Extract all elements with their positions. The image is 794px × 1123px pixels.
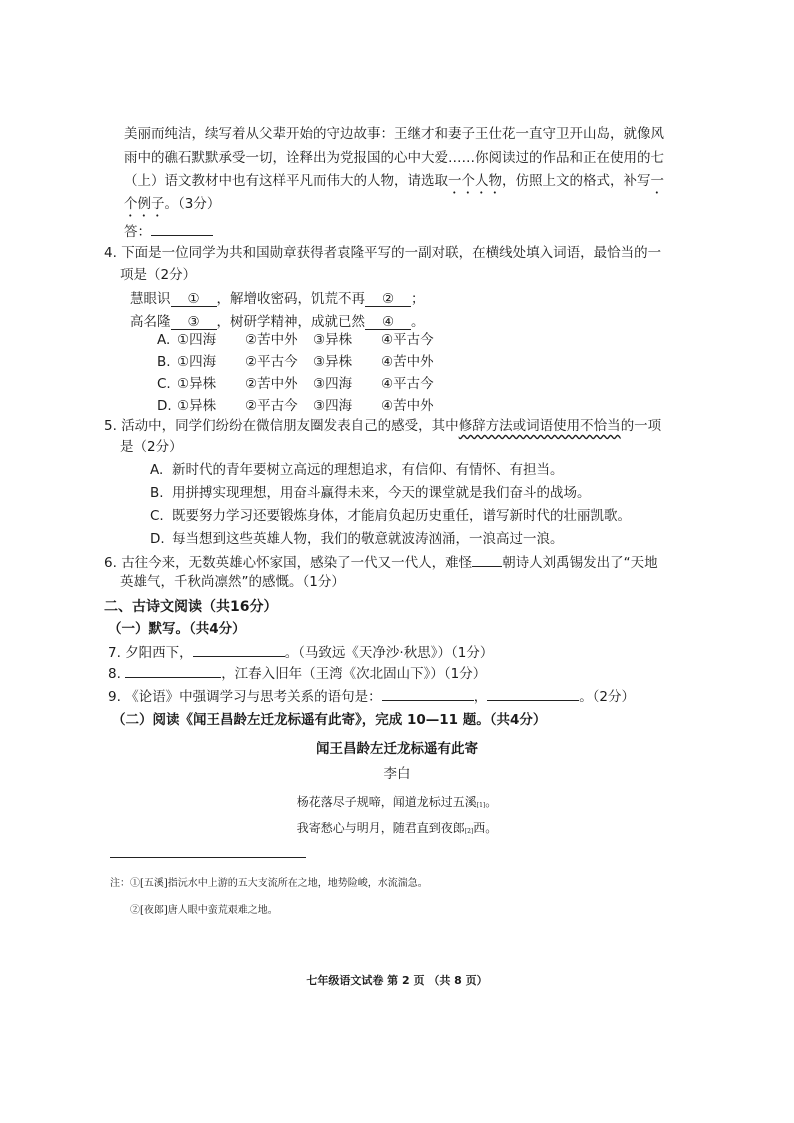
intro-line-3-a: （上）语文教材中也有这样平凡而伟大的人物，请选取 bbox=[124, 173, 448, 189]
q8-line bbox=[108, 661, 486, 684]
q5-stem-a: 活动中，同学们纷纷在微信朋友圈发表自己的感受，其中 bbox=[121, 418, 459, 434]
q4-option-a-letter: A. bbox=[157, 332, 171, 348]
footnote-2: ②[夜郎]唐人眼中蛮荒艰难之地。 bbox=[130, 905, 278, 916]
subsection-1-title: （一）默写。（共4分） bbox=[108, 621, 246, 637]
poem-note-2-mark: [2] bbox=[464, 828, 474, 835]
q5-number: 5. bbox=[104, 418, 117, 434]
q4-couplet-line-1 bbox=[130, 289, 425, 309]
poem-line-2-text: 我寄愁心与明月，随君直到夜郎 bbox=[296, 821, 465, 835]
q7-text-a: 夕阳西下， bbox=[125, 645, 193, 661]
q4-option-a-item: ②苦中外 bbox=[245, 332, 298, 348]
q6-line-2: 英雄气，千秋尚凛然”的感慨。（1分） bbox=[120, 574, 345, 590]
couplet-2-part-a: 高名隆 bbox=[130, 314, 171, 330]
q4-option-b-letter: B. bbox=[157, 354, 171, 370]
q9-text-a: 《论语》中强调学习与思考关系的语句是： bbox=[125, 689, 382, 705]
q8-text-b: ，江春入旧年（王湾《次北固山下》）（1分） bbox=[221, 666, 487, 682]
intro-line-2: 雨中的礁石默默承受一切，诠释出为党报国的心中大爱……你阅读过的作品和正在使用的七 bbox=[124, 150, 664, 166]
q5-option-d[interactable] bbox=[150, 529, 564, 549]
answer-blank[interactable] bbox=[151, 219, 213, 236]
poem-line-1-text: 杨花落尽子规啼，闻道龙标过五溪 bbox=[296, 795, 477, 809]
q5-option-d-text: 每当想到这些英雄人物，我们的敬意就波涛汹涌，一浪高过一浪。 bbox=[172, 531, 564, 547]
couplet-1-part-c: ； bbox=[411, 291, 425, 307]
intro-emphasis-example: 个例子 bbox=[124, 196, 165, 212]
couplet-blank-1: ① bbox=[171, 290, 217, 307]
q8-number: 8. bbox=[108, 666, 121, 682]
q6-text-b: 朝诗人刘禹锡发出了“天地 bbox=[502, 555, 658, 571]
q9-line bbox=[108, 684, 635, 707]
footnote-divider bbox=[110, 857, 306, 858]
q4-stem-line-1 bbox=[104, 243, 661, 263]
intro-emphasis-one: 一 bbox=[650, 173, 664, 189]
q5-stem-2: 是（2分） bbox=[120, 439, 183, 455]
intro-line-4 bbox=[124, 194, 220, 220]
q5-option-b[interactable] bbox=[150, 483, 591, 503]
couplet-2-part-c: 。 bbox=[411, 314, 425, 330]
poem-note-1-mark: [1] bbox=[476, 802, 486, 809]
couplet-1-part-b: ，解增收密码，饥荒不再 bbox=[216, 291, 365, 307]
q4-option-d[interactable] bbox=[157, 396, 449, 416]
q4-option-a-item: ①四海 bbox=[177, 332, 217, 348]
q7-number: 7. bbox=[108, 645, 121, 661]
q4-option-b-item: ①四海 bbox=[177, 354, 217, 370]
answer-label: 答： bbox=[124, 224, 151, 240]
page-footer: 七年级语文试卷 第 2 页 （共 8 页） bbox=[306, 974, 488, 987]
q4-option-a[interactable] bbox=[157, 330, 449, 350]
q4-option-b-item: ③异株 bbox=[313, 354, 353, 370]
q5-option-c-letter: C. bbox=[150, 508, 164, 524]
poem-line-2-end: 西。 bbox=[473, 821, 498, 835]
q5-stem-emphasis: 修辞方法或词语使用不恰当 bbox=[458, 418, 621, 434]
q5-option-a[interactable] bbox=[150, 460, 564, 480]
q5-option-c-text: 既要努力学习还要锻炼身体，才能肩负起历史重任，谱写新时代的壮丽凯歌。 bbox=[172, 508, 631, 524]
poem-line-2 bbox=[0, 818, 794, 842]
q4-option-b[interactable] bbox=[157, 352, 449, 372]
q9-blank-1[interactable] bbox=[382, 684, 474, 701]
q4-option-b-item: ②平古今 bbox=[245, 354, 298, 370]
poem-line-1-end: 。 bbox=[485, 795, 498, 809]
q7-text-b: 。（马致远《天净沙·秋思》）（1分） bbox=[284, 645, 494, 661]
q6-text-a: 古往今来，无数英雄心怀家国，感染了一代又一代人，难怪 bbox=[121, 555, 473, 571]
q4-couplet-line-2 bbox=[130, 312, 425, 332]
q9-number: 9. bbox=[108, 689, 121, 705]
poem-line-1 bbox=[0, 792, 794, 816]
q5-option-a-letter: A. bbox=[150, 462, 164, 478]
q4-option-d-item: ①异株 bbox=[177, 398, 217, 414]
q5-option-a-text: 新时代的青年要树立高远的理想追求，有信仰、有情怀、有担当。 bbox=[172, 462, 564, 478]
q9-blank-2[interactable] bbox=[487, 684, 579, 701]
answer-line bbox=[124, 219, 213, 242]
q5-option-b-letter: B. bbox=[150, 485, 164, 501]
couplet-blank-2: ② bbox=[365, 290, 411, 307]
q4-option-c-item: ①异株 bbox=[177, 376, 217, 392]
poem-author: 李白 bbox=[383, 766, 411, 782]
q4-stem-1: 下面是一位同学为共和国勋章获得者袁隆平写的一副对联，在横线处填入词语，最恰当的一 bbox=[121, 245, 662, 261]
q4-option-d-item: ②平古今 bbox=[245, 398, 298, 414]
q7-blank[interactable] bbox=[193, 640, 285, 657]
intro-line-3-c: ，仿照上文的格式，补写 bbox=[502, 173, 651, 189]
q4-option-c-item: ④平古今 bbox=[381, 376, 434, 392]
q4-option-c-item: ②苦中外 bbox=[245, 376, 298, 392]
q4-option-c-item: ③四海 bbox=[313, 376, 353, 392]
couplet-blank-4: ④ bbox=[365, 313, 411, 330]
q5-stem-c: 的一项 bbox=[620, 418, 662, 434]
q4-number: 4. bbox=[104, 245, 117, 261]
q4-option-d-item: ④苦中外 bbox=[381, 398, 434, 414]
q9-text-b: ， bbox=[473, 689, 488, 705]
intro-line-4-b: 。（3分） bbox=[164, 196, 221, 212]
q5-option-c[interactable] bbox=[150, 506, 631, 526]
intro-line-1: 美丽而纯洁，续写着从父辈开始的守边故事：王继才和妻子王仕花一直守卫开山岛，就像风 bbox=[124, 126, 664, 142]
q6-number: 6. bbox=[104, 555, 117, 571]
couplet-1-part-a: 慧眼识 bbox=[130, 291, 171, 307]
q4-option-d-item: ③四海 bbox=[313, 398, 353, 414]
q6-blank[interactable] bbox=[472, 550, 502, 567]
q4-stem-2: 项是（2分） bbox=[120, 267, 197, 283]
q7-line bbox=[108, 640, 493, 663]
q9-text-c: 。（2分） bbox=[579, 689, 636, 705]
couplet-2-part-b: ，树研学精神，成就已然 bbox=[216, 314, 365, 330]
poem-title: 闻王昌龄左迁龙标遥有此寄 bbox=[316, 741, 478, 757]
q4-option-a-item: ④平古今 bbox=[381, 332, 434, 348]
q6-line-1 bbox=[104, 550, 658, 573]
subsection-2-title: （二）阅读《闻王昌龄左迁龙标遥有此寄》，完成 10—11 题。（共4分） bbox=[112, 712, 547, 728]
q4-option-a-item: ③异株 bbox=[313, 332, 353, 348]
q4-option-c-letter: C. bbox=[157, 376, 171, 392]
q5-option-d-letter: D. bbox=[150, 531, 165, 547]
section-2-title: 二、古诗文阅读（共16分） bbox=[104, 599, 278, 615]
q5-option-b-text: 用拼搏实现理想，用奋斗赢得未来，今天的课堂就是我们奋斗的战场。 bbox=[172, 485, 591, 501]
q8-blank[interactable] bbox=[125, 661, 221, 678]
footnote-1: 注：①[五溪]指沅水中上游的五大支流所在之地，地势险峻，水流湍急。 bbox=[110, 878, 428, 889]
q5-stem-line-1 bbox=[104, 416, 661, 436]
q4-option-b-item: ④苦中外 bbox=[381, 354, 434, 370]
q4-option-d-letter: D. bbox=[157, 398, 172, 414]
q4-option-c[interactable] bbox=[157, 374, 449, 394]
intro-emphasis-person: 一个人物 bbox=[448, 173, 502, 189]
couplet-blank-3: ③ bbox=[171, 313, 217, 330]
